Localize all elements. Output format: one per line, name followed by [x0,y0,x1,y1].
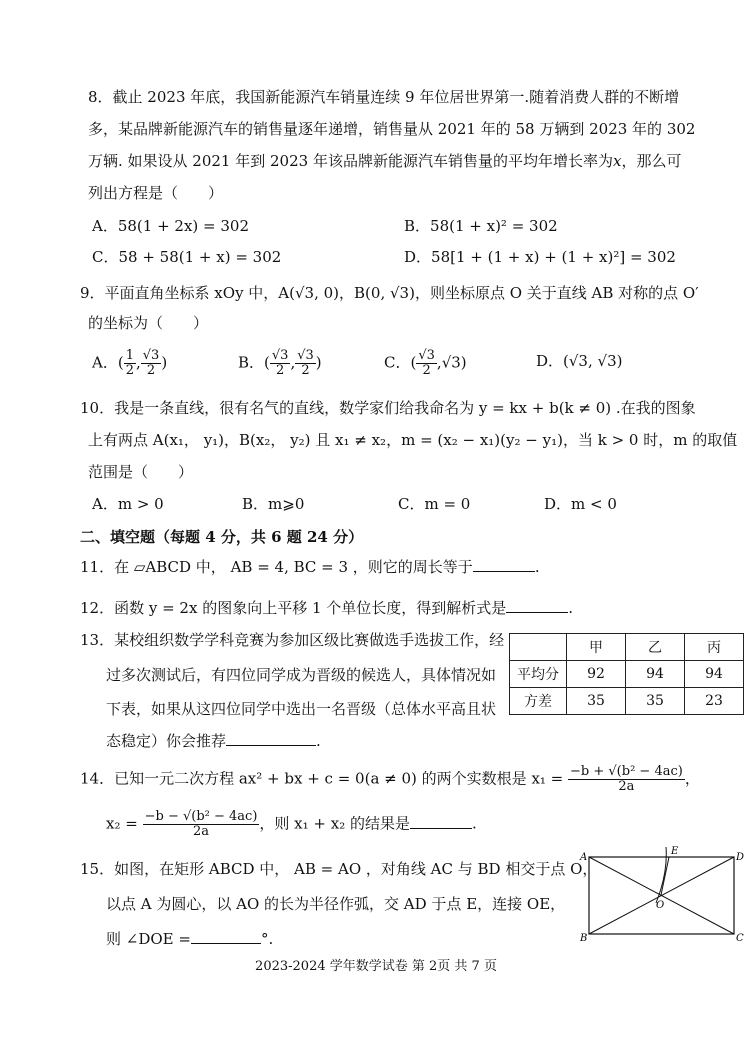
q13-line3: 下表，如果从这四位同学中选出一名晋级（总体水平高且状 [106,700,497,718]
table-cell: 94 [685,661,744,688]
q13-line1: 13．某校组织数学学科竞赛为参加区级比赛做选手选拔工作，经 [80,631,505,649]
q15-line2: 以点 A 为圆心，以 AO 的长为半径作弧，交 AD 于点 E，连接 OE， [106,895,566,913]
table-cell: 方差 [510,688,567,715]
q13-line2: 过多次测试后，有四位同学成为晋级的候选人，具体情况如 [106,666,497,684]
q12: 12．函数 y = 2x 的图象向上平移 1 个单位长度，得到解析式是 . [80,599,574,617]
q15-line3: 则 ∠DOE = °. [106,930,274,948]
q11-answer-blank[interactable] [473,557,535,572]
table-cell: 35 [626,688,685,715]
label-e: E [671,846,679,857]
q14-line1: 14．已知一元二次方程 ax² + bx + c = 0(a ≠ 0) 的两个实数根是 x₁ = $\frac{\text{−b + √(b² − 4ac)}}{2a}$ ， [80,764,700,794]
q8-line4: 列出方程是（ ） [88,184,224,202]
label-b: B [580,933,588,943]
table-cell: 94 [626,661,685,688]
section-heading-fill-in: 二、填空题（每题 4 分，共 6 题 24 分） [80,528,364,546]
q10-option-c: C．m = 0 [398,495,471,513]
q10-option-d: D．m < 0 [544,495,617,513]
q8-line1: 8．截止 2023 年底，我国新能源汽车销量连续 9 年位居世界第一.随着消费人群的不断增 [88,88,680,106]
q8-line2: 多，某品牌新能源汽车的销售量逐年递增，销售量从 2021 年的 58 万辆到 2023 年的 302 [88,120,696,138]
table-cell: 92 [567,661,626,688]
q9-option-c: C．( $\frac{√3}{2}$ ,√3) [384,348,467,378]
q14-line2: x₂ = $\frac{\text{−b − √(b² − 4ac)}}{2a}$ ，则 x₁ + x₂ 的结果是 . [106,809,477,839]
table-header-row [510,634,744,661]
q9-option-b: B．( $\frac{√3}{2}$ , $\frac{√3}{2}$ ) [238,348,322,378]
q13-answer-blank[interactable] [226,731,316,746]
table-cell: 23 [685,688,744,715]
label-o: O [656,900,665,911]
q10-line2: 上有两点 A(x₁， y₁)，B(x₂， y₂) 且 x₁ ≠ x₂，m = (x₂ − x₁)(y₂ − y₁)，当 k > 0 时，m 的取值 [88,431,738,449]
table-header-cell: 甲 [567,634,626,661]
table-row [510,661,744,688]
q10-option-a: A．m > 0 [92,495,164,513]
q10-option-b: B．m⩾0 [242,495,305,513]
page-footer: 2023-2024 学年数学试卷 第 2页 共 7 页 [255,959,497,974]
q8-option-a: A．58(1 + 2x) = 302 [92,217,250,235]
q15-answer-blank[interactable] [191,929,261,944]
q14-root-minus: $\frac{\text{−b − √(b² − 4ac)}}{2a}$ [144,809,258,839]
table-cell: 平均分 [510,661,567,688]
q11: 11．在 ▱ABCD 中， AB = 4, BC = 3 ，则它的周长等于 . [80,558,540,576]
q8-line3: 万辆. 如果设从 2021 年到 2023 年该品牌新能源汽车销售量的平均年增长率为x，那么可 [88,152,682,170]
label-c: C [736,933,744,943]
label-a: A [580,852,588,863]
q10-line1: 10．我是一条直线，很有名气的直线，数学家们给我命名为 y = kx + b(k ≠ 0) .在我的图象 [80,399,696,417]
q8-option-c: C．58 + 58(1 + x) = 302 [92,248,282,266]
table-header-cell: 丙 [685,634,744,661]
q9-line1: 9．平面直角坐标系 xOy 中，A(√3, 0)，B(0, √3)，则坐标原点 O 关于直线 AB 对称的点 O′ [80,284,699,302]
table-header-cell: 乙 [626,634,685,661]
q15-line1: 15．如图，在矩形 ABCD 中， AB = AO ，对角线 AC 与 BD 相交于点 O， [80,860,598,878]
q14-root-plus: $\frac{\text{−b + √(b² − 4ac)}}{2a}$ [570,764,683,794]
q9-option-d: D．(√3, √3) [536,352,623,370]
q14-answer-blank[interactable] [410,814,472,829]
table-row [510,688,744,715]
table-header-cell [510,634,567,661]
label-d: D [736,852,745,863]
q9-line2: 的坐标为（ ） [88,314,209,332]
q13-line4: 态稳定）你会推荐 . [106,732,321,750]
q12-answer-blank[interactable] [506,598,568,613]
q10-line3: 范围是（ ） [88,463,194,481]
segment-oe [661,857,669,895]
q9-option-a: A．( $\frac{1}{2}$ , $\frac{√3}{2}$ ) [92,348,168,378]
table-cell: 35 [567,688,626,715]
q8-option-b: B．58(1 + x)² = 302 [404,217,558,235]
scores-table [509,633,744,715]
q8-option-d: D．58[1 + (1 + x) + (1 + x)²] = 302 [404,248,676,266]
rectangle-figure [576,843,746,943]
